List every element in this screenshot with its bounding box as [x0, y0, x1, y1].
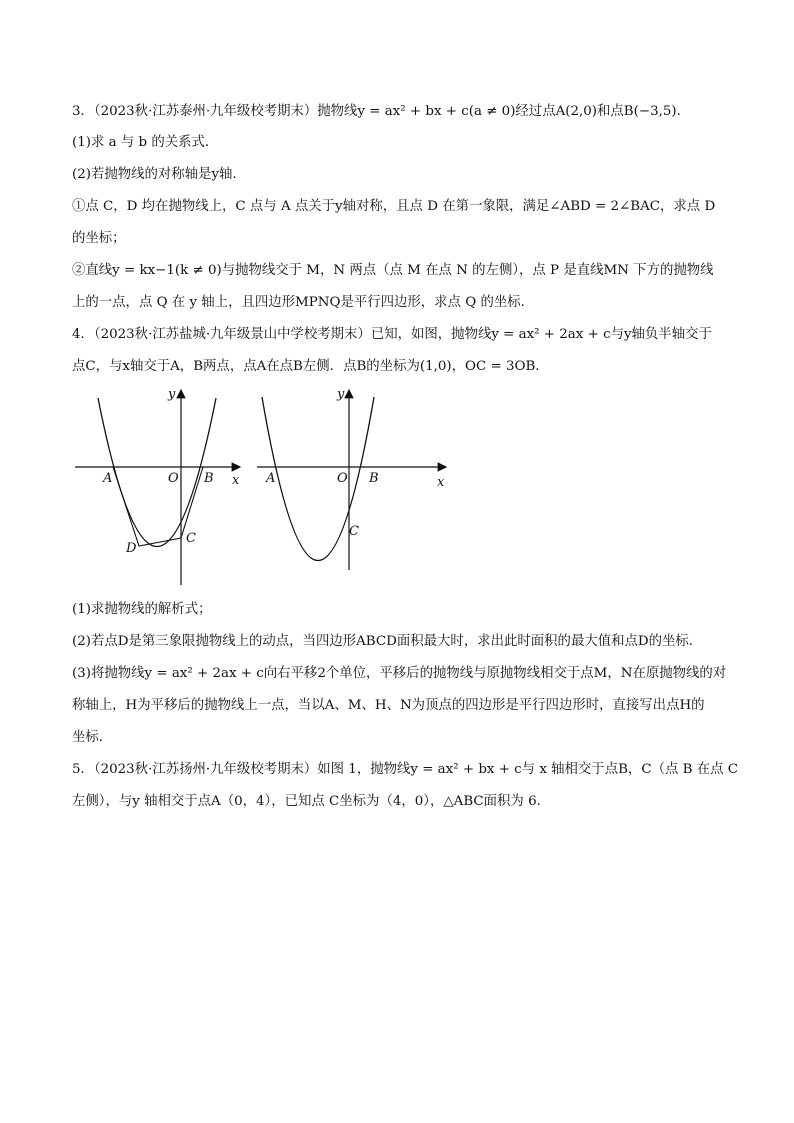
figure2-label-A: A	[266, 471, 276, 486]
figure2-label-B: B	[369, 471, 379, 486]
problem5-stem-line1: 5．（2023秋·江苏扬州·九年级校考期末）如图 1，抛物线y = ax² + bx + c与 x 轴相交于点B，C（点 B 在点 C	[72, 762, 738, 777]
problem4-part1: (1)求抛物线的解析式；	[72, 602, 212, 617]
problem4-figures	[0, 385, 794, 595]
figure1-label-D: D	[126, 541, 137, 556]
problem4-part3-line1: (3)将抛物线y = ax² + 2ax + c向右平移2个单位，平移后的抛物线与原抛物线相交于点M，N在原抛物线的对	[72, 666, 727, 681]
problem3-case1-line2: 的坐标；	[72, 231, 126, 246]
figure2-label-x: x	[437, 475, 445, 490]
problem5-stem-line2: 左侧），与y 轴相交于点A（0，4），已知点 C坐标为（4，0），△ABC面积为 6．	[72, 794, 550, 809]
problem3-part1: (1)求 a 与 b 的关系式．	[72, 135, 219, 150]
problem3-case2-line2: 上的一点，点 Q 在 y 轴上，且四边形MPNQ是平行四边形，求点 Q 的坐标．	[72, 295, 535, 310]
problem4-part3-line2: 称轴上，H为平移后的抛物线上一点，当以A、M、H、N为顶点的四边形是平行四边形时，直接写出点H的	[72, 698, 705, 713]
problem4-stem-line1: 4．（2023秋·江苏盐城·九年级景山中学校考期末）已知，如图，抛物线y = ax² + 2ax + c与y轴负半轴交于	[72, 327, 712, 342]
figure1-label-C: C	[186, 531, 196, 546]
figure1-label-x: x	[232, 473, 240, 488]
figure2-label-O: O	[337, 471, 348, 486]
figure2-label-y: y	[337, 387, 345, 402]
figure1-parabola	[98, 398, 216, 547]
figure1-label-A: A	[103, 471, 113, 486]
problem3-stem: 3．（2023秋·江苏泰州·九年级校考期末）抛物线y = ax² + bx + c(a ≠ 0)经过点A(2,0)和点B(−3,5)．	[72, 104, 690, 119]
problem3-case1-line1: ①点 C，D 均在抛物线上，C 点与 A 点关于y轴对称，且点 D 在第一象限，满足∠ABD = 2∠BAC，求点 D	[72, 199, 716, 214]
problem3-part2: (2)若抛物线的对称轴是y轴．	[72, 167, 246, 182]
problem3-case2-line1: ②直线y = kx−1(k ≠ 0)与抛物线交于 M，N 两点（点 M 在点 N 的左侧），点 P 是直线MN 下方的抛物线	[72, 263, 714, 278]
figure1-label-B: B	[204, 471, 214, 486]
figure2	[257, 387, 446, 570]
figure2-label-C: C	[349, 524, 359, 539]
problem4-stem-line2: 点C，与x轴交于A，B两点，点A在点B左侧．点B的坐标为(1,0)，OC = 3OB．	[72, 359, 549, 374]
problem4-part2: (2)若点D是第三象限抛物线上的动点，当四边形ABCD面积最大时，求出此时面积的最大值和点D的坐标．	[72, 634, 703, 649]
figure1	[75, 387, 240, 585]
figure1-label-y: y	[168, 387, 176, 402]
figure1-label-O: O	[168, 471, 179, 486]
problem4-part3-line3: 坐标．	[72, 730, 113, 745]
